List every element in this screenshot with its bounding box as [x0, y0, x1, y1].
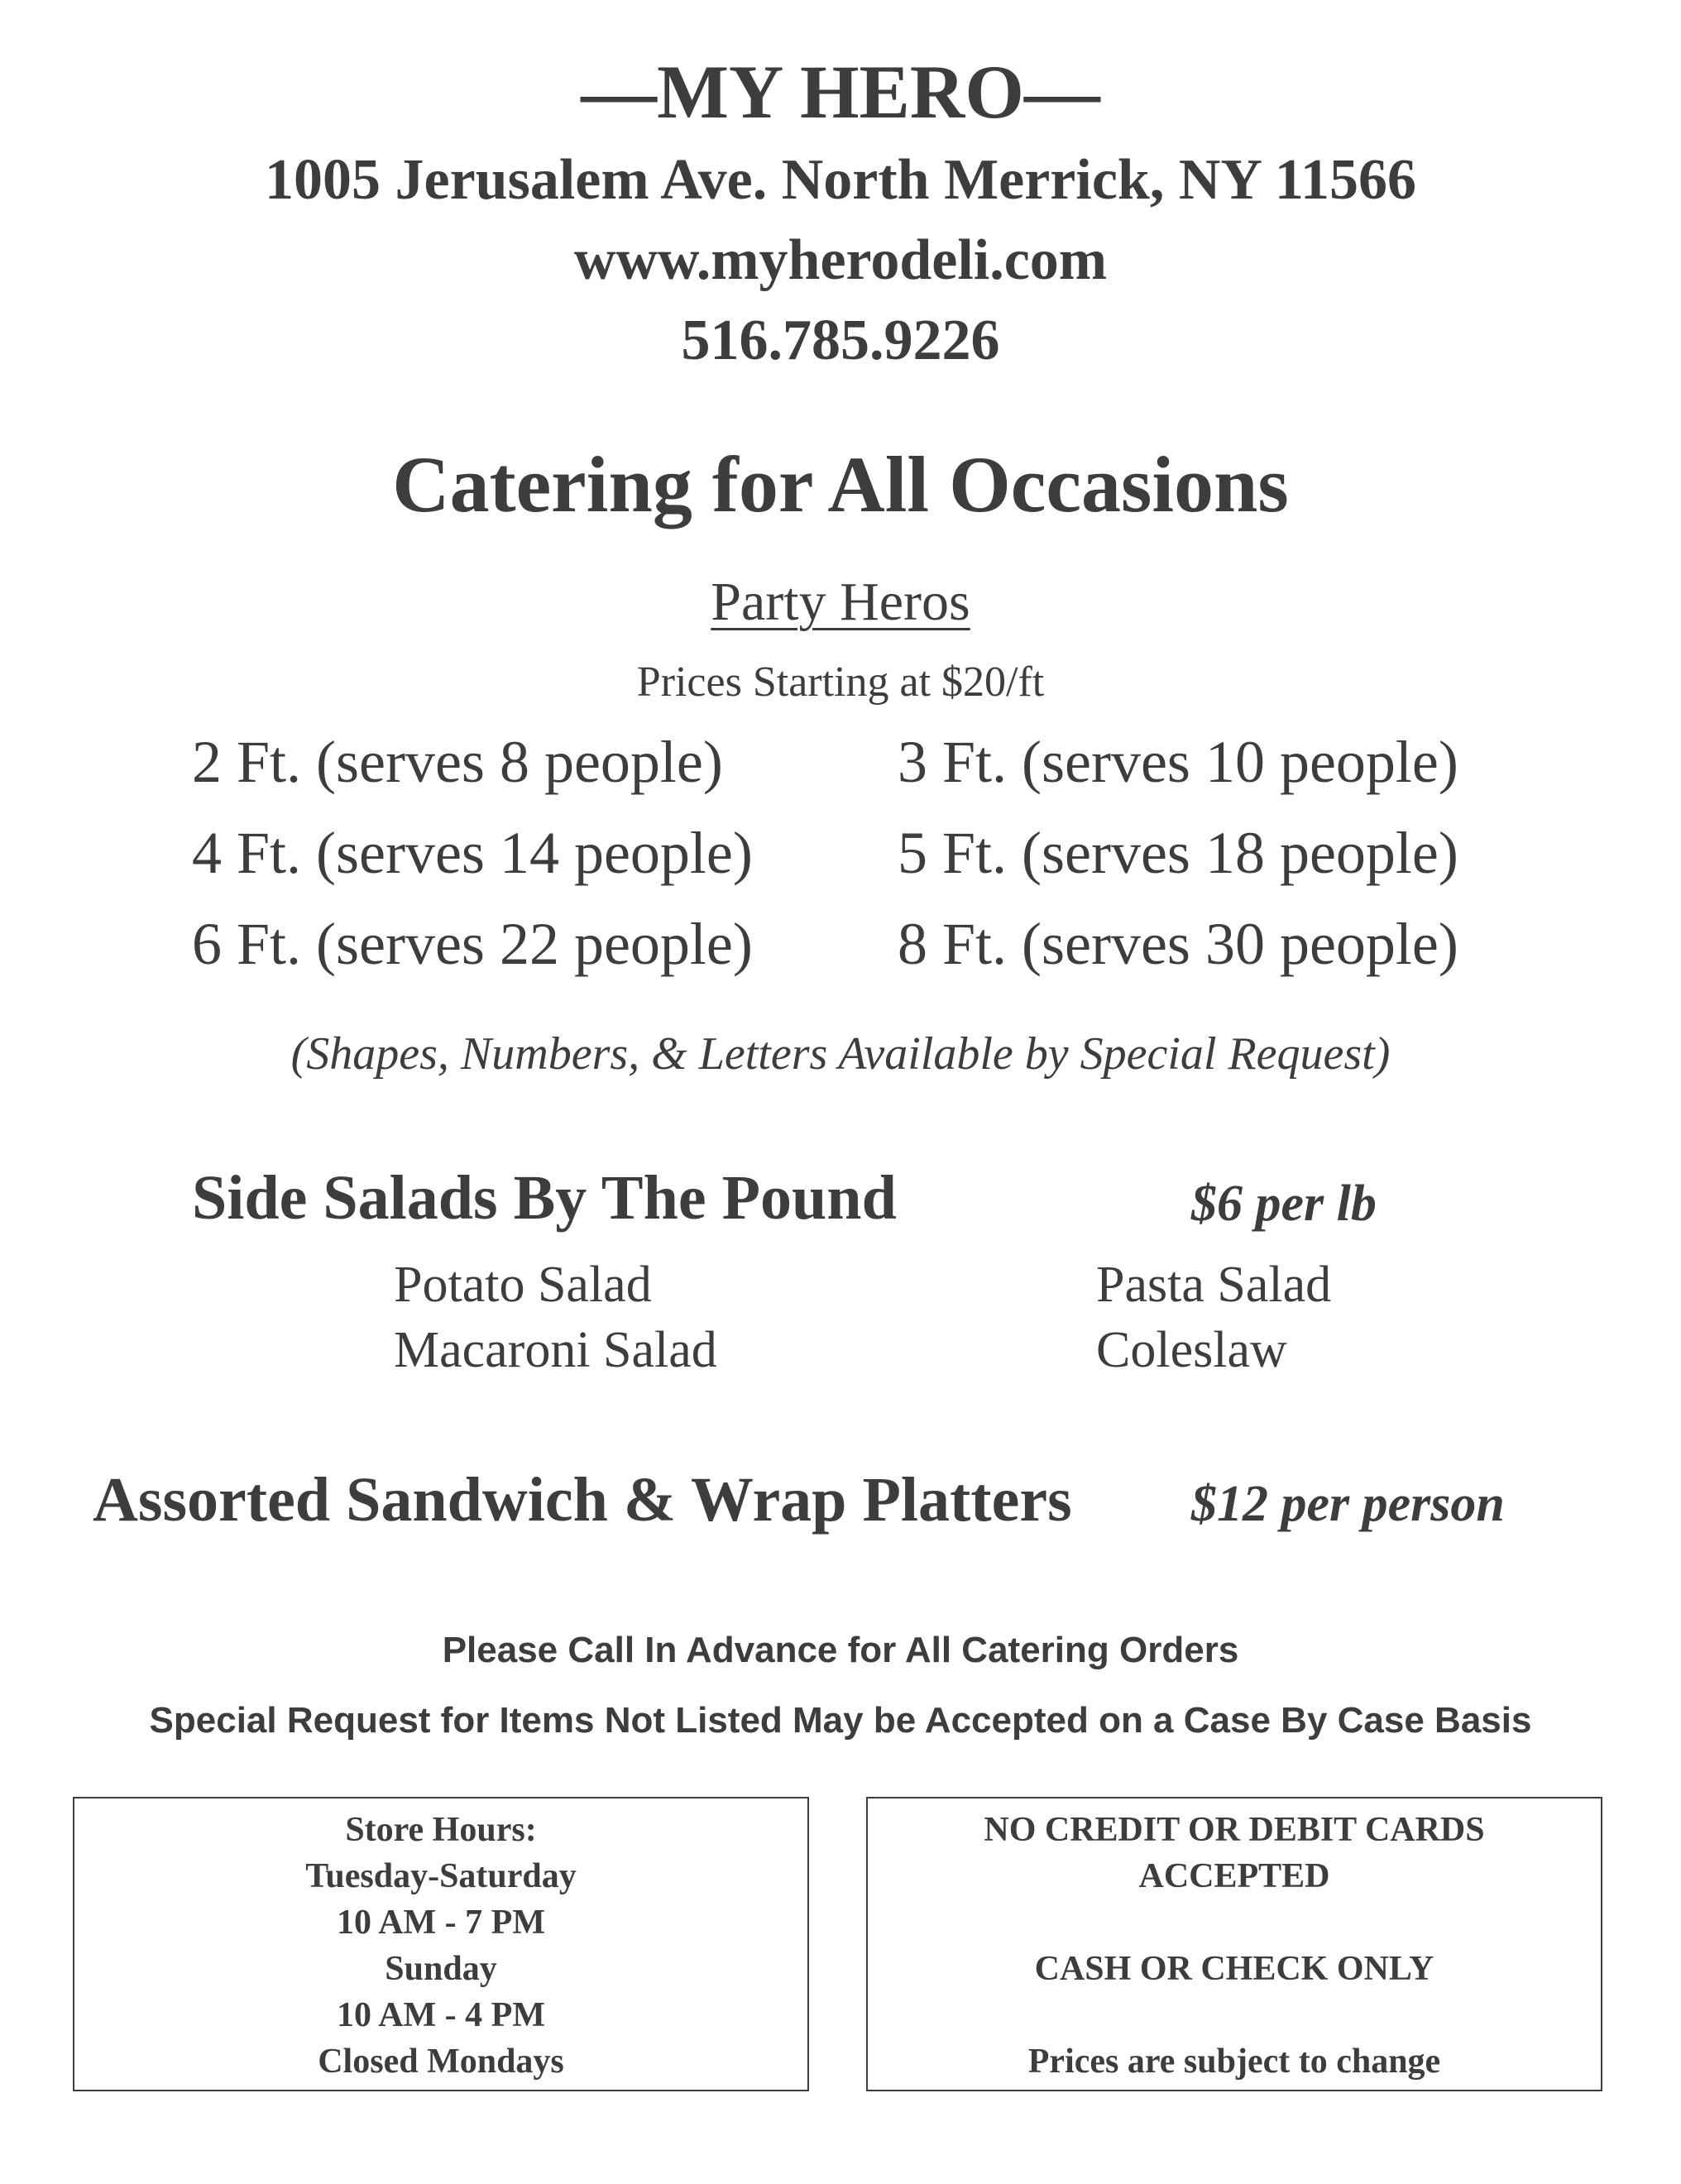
hero-size-2ft: 2 Ft. (serves 8 people): [192, 729, 723, 795]
salad-item: Pasta Salad: [1096, 1257, 1332, 1313]
payment-policy-line: NO CREDIT OR DEBIT CARDS: [984, 1811, 1485, 1849]
store-hours-days: Tuesday-Saturday: [305, 1857, 577, 1895]
price-change-note: Prices are subject to change: [1027, 2043, 1441, 2081]
hero-size-6ft: 6 Ft. (serves 22 people): [192, 911, 753, 977]
business-address: 1005 Jerusalem Ave. North Merrick, NY 11566: [265, 148, 1416, 212]
party-heros-price-note: Prices Starting at $20/ft: [636, 659, 1045, 706]
salad-item: Potato Salad: [394, 1257, 652, 1313]
hero-size-8ft: 8 Ft. (serves 30 people): [898, 911, 1458, 977]
store-hours-label: Store Hours:: [345, 1811, 537, 1849]
special-request-note: (Shapes, Numbers, & Letters Available by Special Request): [290, 1028, 1391, 1080]
advance-order-notice: Please Call In Advance for All Catering Orders: [442, 1630, 1239, 1670]
payment-policy-box: [866, 1797, 1602, 2091]
payment-policy-line: ACCEPTED: [1138, 1857, 1330, 1895]
platters-price: $12 per person: [1191, 1476, 1505, 1532]
catering-heading: Catering for All Occasions: [392, 440, 1289, 529]
store-hours-box: [73, 1797, 809, 2091]
store-closed-note: Closed Mondays: [318, 2043, 564, 2081]
hero-size-4ft: 4 Ft. (serves 14 people): [192, 820, 753, 886]
store-hours-time: 10 AM - 4 PM: [337, 1996, 545, 2034]
payment-policy-line: CASH OR CHECK ONLY: [1034, 1950, 1434, 1988]
business-website: www.myherodeli.com: [573, 228, 1108, 292]
party-heros-heading: Party Heros: [711, 572, 970, 632]
business-title: —MY HERO—: [581, 50, 1100, 134]
salad-item: Coleslaw: [1096, 1322, 1287, 1378]
business-phone: 516.785.9226: [681, 309, 1000, 372]
hero-size-5ft: 5 Ft. (serves 18 people): [898, 820, 1458, 886]
store-hours-time: 10 AM - 7 PM: [337, 1904, 545, 1942]
side-salads-price: $6 per lb: [1191, 1176, 1377, 1232]
special-request-notice: Special Request for Items Not Listed May be Accepted on a Case By Case Basis: [149, 1700, 1532, 1741]
hero-size-3ft: 3 Ft. (serves 10 people): [898, 729, 1458, 795]
side-salads-heading: Side Salads By The Pound: [192, 1163, 897, 1233]
salad-item: Macaroni Salad: [394, 1322, 717, 1378]
platters-heading: Assorted Sandwich & Wrap Platters: [93, 1465, 1072, 1535]
store-hours-days: Sunday: [385, 1950, 497, 1988]
